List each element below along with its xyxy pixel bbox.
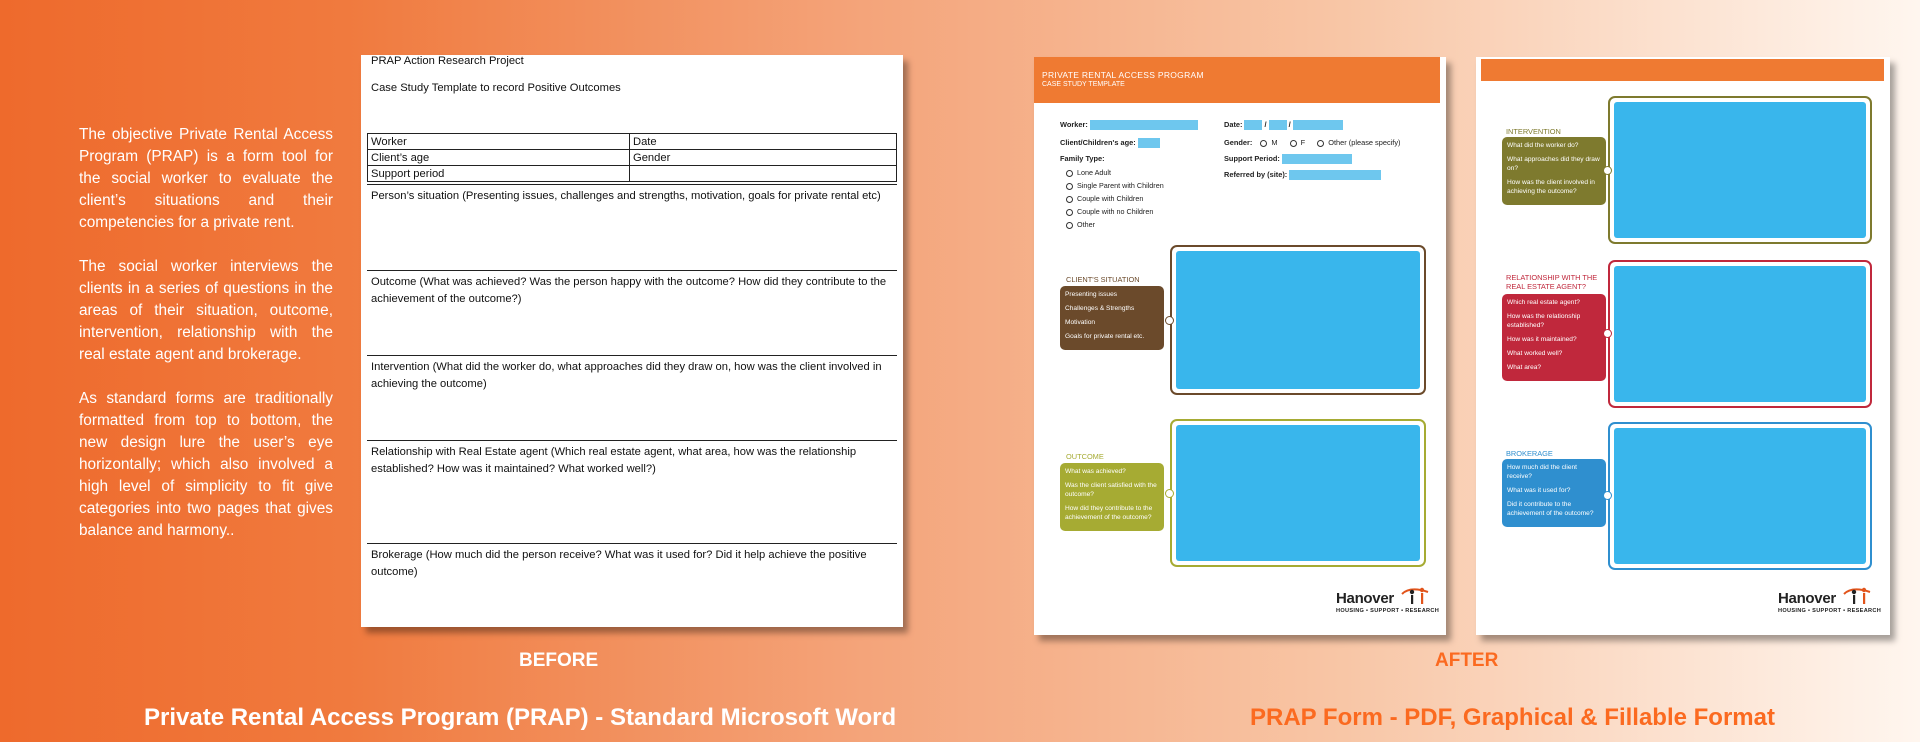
after-label: AFTER [1435, 650, 1499, 671]
form-header [1034, 57, 1440, 103]
referred-by-input[interactable] [1289, 170, 1381, 180]
relationship-text-area[interactable] [1608, 260, 1872, 408]
doc-title: PRAP Action Research Project [371, 55, 524, 67]
right-caption: PRAP Form - PDF, Graphical & Fillable Format [1250, 704, 1775, 731]
intervention-text-area[interactable] [1608, 96, 1872, 244]
prompt-item: What was it used for? [1507, 487, 1571, 494]
radio-icon[interactable] [1066, 183, 1073, 190]
referred-by-field [1224, 170, 1381, 180]
hanover-logo [1778, 590, 1881, 614]
doc-section-outcome: Outcome (What was achieved? Was the person happy with the outcome? How did they contribute to the achievement of the outcome?) [367, 270, 897, 308]
table-cell: Support period [368, 166, 630, 182]
family-option[interactable]: Single Parent with Children [1066, 181, 1164, 190]
after-form-page-1 [1034, 57, 1446, 635]
radio-icon[interactable] [1066, 222, 1073, 229]
before-label: BEFORE [519, 650, 599, 671]
people-icon [1842, 584, 1872, 606]
date-day-input[interactable] [1244, 120, 1262, 130]
before-word-document [361, 55, 903, 627]
family-option[interactable]: Other [1066, 220, 1095, 229]
table-cell: Worker [368, 134, 630, 150]
connector-dot [1603, 166, 1612, 175]
date-separator: / [1288, 120, 1291, 129]
connector-dot [1603, 329, 1612, 338]
form-header-title: PRIVATE RENTAL ACCESS PROGRAM [1042, 70, 1204, 80]
form-header [1481, 59, 1884, 81]
date-label: Date: [1224, 120, 1243, 129]
prompt-item: Challenges & Strengths [1065, 305, 1135, 312]
logo-tagline: HOUSING • SUPPORT • RESEARCH [1778, 608, 1882, 614]
gender-option[interactable]: F [1290, 138, 1306, 147]
doc-section-situation: Person’s situation (Presenting issues, challenges and strengths, motivation, goals for private rental etc) [367, 184, 897, 205]
table-cell: Gender [630, 150, 897, 166]
prompt-item: Presenting issues [1065, 291, 1118, 298]
radio-icon[interactable] [1260, 140, 1267, 147]
situation-text-area[interactable] [1170, 245, 1426, 395]
referred-by-label: Referred by (site): [1224, 170, 1288, 179]
people-icon [1400, 584, 1430, 606]
doc-section-relationship: Relationship with Real Estate agent (Which real estate agent, what area, how was the relationship established? How was it maintained? What worked well?) [367, 440, 897, 478]
prompt-item: Motivation [1065, 319, 1096, 326]
form-header-subtitle: CASE STUDY TEMPLATE [1042, 81, 1125, 88]
doc-info-table [367, 133, 897, 182]
connector-dot [1165, 316, 1174, 325]
prompt-item: Which real estate agent? [1507, 299, 1580, 306]
prompt-item: What was achieved? [1065, 468, 1126, 475]
doc-section-intervention: Intervention (What did the worker do, what approaches did they draw on, how was the client involved in achieving the outcome) [367, 355, 897, 393]
connector-dot [1165, 489, 1174, 498]
intro-paragraph: As standard forms are traditionally formatted from top to bottom, the new design lure the user’s eye horizontally; which also involved a high level of simplicity to fit give categories into two pages that gives balance and harmony.. [79, 390, 333, 539]
outcome-caption: OUTCOME [1066, 452, 1104, 461]
intro-paragraph: The social worker interviews the clients in a series of questions in the areas of their situation, outcome, intervention, relationship with the real estate agent and brokerage. [79, 258, 333, 363]
intro-paragraph: The objective Private Rental Access Program (PRAP) is a form tool for the social worker to evaluate the client’s situations and their competencies for a private rent. [79, 126, 333, 231]
table-row [368, 150, 897, 166]
prompt-item: Goals for private rental etc. [1065, 333, 1145, 340]
client-age-input[interactable] [1138, 138, 1160, 148]
prompt-item: Was the client satisfied with the outcome? [1065, 482, 1157, 498]
left-caption: Private Rental Access Program (PRAP) - Standard Microsoft Word [144, 704, 897, 731]
prompt-item: What approaches did they draw on? [1507, 156, 1600, 172]
client-age-label: Client/Children's age: [1060, 138, 1136, 147]
connector-dot [1603, 491, 1612, 500]
date-field [1224, 120, 1343, 130]
table-row [368, 166, 897, 182]
prompt-item: What did the worker do? [1507, 142, 1579, 149]
doc-subtitle: Case Study Template to record Positive Outcomes [371, 82, 621, 94]
family-option[interactable]: Couple with Children [1066, 194, 1143, 203]
brokerage-caption: BROKERAGE [1506, 449, 1553, 458]
prompt-item: What worked well? [1507, 350, 1563, 357]
outcome-text-area[interactable] [1170, 419, 1426, 567]
family-option[interactable]: Lone Adult [1066, 168, 1111, 177]
gender-label: Gender: [1224, 138, 1253, 147]
client-age-field [1060, 138, 1160, 148]
logo-tagline: HOUSING • SUPPORT • RESEARCH [1336, 608, 1440, 614]
intervention-prompts [1502, 137, 1606, 205]
prompt-item: How did they contribute to the achievement of the outcome? [1065, 505, 1153, 521]
prompt-item: What area? [1507, 364, 1542, 371]
support-period-label: Support Period: [1224, 154, 1280, 163]
logo-name: Hanover [1778, 590, 1836, 607]
support-period-input[interactable] [1282, 154, 1352, 164]
brokerage-prompts [1502, 459, 1606, 527]
situation-prompts [1060, 286, 1164, 350]
radio-icon[interactable] [1066, 209, 1073, 216]
family-option[interactable]: Couple with no Children [1066, 207, 1153, 216]
date-year-input[interactable] [1293, 120, 1343, 130]
table-cell: Client’s age [368, 150, 630, 166]
radio-icon[interactable] [1066, 170, 1073, 177]
prompt-item: Did it contribute to the achievement of the outcome? [1507, 501, 1594, 517]
support-period-field [1224, 154, 1352, 164]
logo-name: Hanover [1336, 590, 1394, 607]
gender-field [1224, 138, 1401, 147]
relationship-prompts [1502, 294, 1606, 381]
table-cell [630, 166, 897, 182]
hanover-logo [1336, 590, 1439, 614]
prompt-item: How was the relationship established? [1507, 313, 1581, 329]
worker-field [1060, 120, 1198, 130]
worker-input[interactable] [1090, 120, 1198, 130]
gender-option[interactable]: Other (please specify) [1317, 138, 1400, 147]
brokerage-text-area[interactable] [1608, 422, 1872, 570]
family-type-label: Family Type: [1060, 154, 1105, 163]
intervention-caption: INTERVENTION [1506, 127, 1561, 136]
prompt-item: How was the client involved in achieving the outcome? [1507, 179, 1595, 195]
prompt-item: How much did the client receive? [1507, 464, 1578, 480]
date-separator: / [1264, 120, 1267, 129]
worker-label: Worker: [1060, 120, 1088, 129]
relationship-caption: RELATIONSHIP WITH THE REAL ESTATE AGENT? [1506, 273, 1598, 291]
doc-section-brokerage: Brokerage (How much did the person receive? What was it used for? Did it help achieve the positive outcome) [367, 543, 897, 581]
table-row [368, 134, 897, 150]
situation-caption: CLIENT'S SITUATION [1066, 275, 1140, 284]
outcome-prompts [1060, 463, 1164, 531]
prompt-item: How was it maintained? [1507, 336, 1577, 343]
gender-option[interactable]: M [1260, 138, 1277, 147]
radio-icon[interactable] [1066, 196, 1073, 203]
date-month-input[interactable] [1269, 120, 1287, 130]
radio-icon[interactable] [1290, 140, 1297, 147]
table-cell: Date [630, 134, 897, 150]
after-form-page-2 [1476, 57, 1890, 635]
intro-text [79, 124, 333, 564]
radio-icon[interactable] [1317, 140, 1324, 147]
